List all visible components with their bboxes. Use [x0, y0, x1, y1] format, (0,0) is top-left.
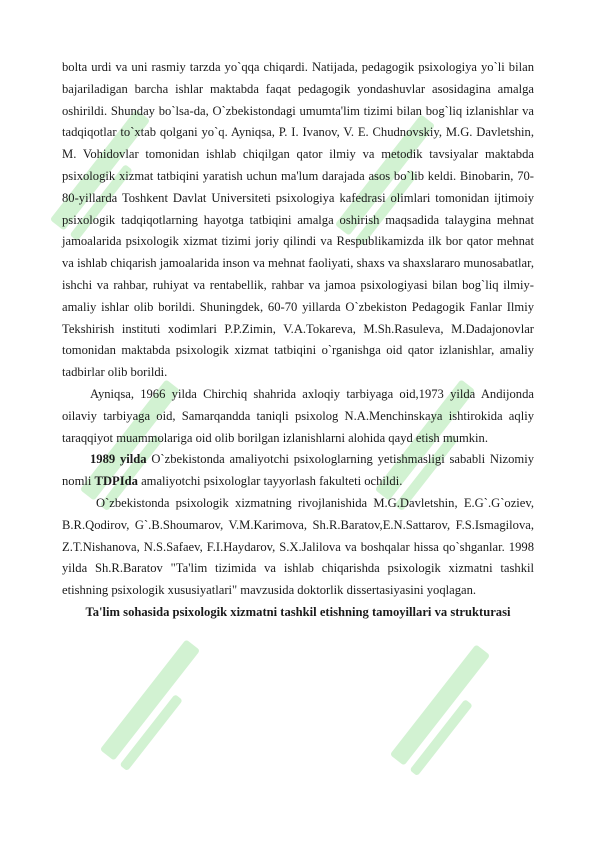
section-heading: Ta'lim sohasida psixologik xizmatni tashkil etishning tamoyillari va strukturasi: [85, 604, 511, 619]
paragraph-3: [62, 449, 534, 493]
paragraph-4: O`zbekistonda psixologik xizmatning rivojlanishida M.G.Davletshin, E.G`.G`oziev, B.R.Qodirov, G`.B.Shoumarov, V.M.Karimova, Sh.R.Baratov,E.N.Sattarov, F.S.Ismagilova, Z.T.Nishanova, N.S.Safaev, F.I.Haydarov, S.X.Jalilova va boshqalar hissa qo`shganlar. 1998 yilda Sh.R.Baratov "Ta'lim tizimida va ishlab chiqarishda psixologik xizmatni tashkil etishning psixologik xususiyatlari" mavzusida doktorlik dissertasiyasini yoqlagan.: [62, 495, 534, 598]
paragraph-3-year: 1989 yilda: [90, 452, 147, 467]
paragraph-1: bolta urdi va uni rasmiy tarzda yo`qqa chiqardi. Natijada, pedagogik psixologiya yo`li bilan bajariladigan barcha ishlar maktabda faqat pedagogik yondashuvlar asosidagina amalga oshirildi. Shunday bo`lsa-da, O`zbekistondagi umumta'lim tizimi bilan bog`liq izlanishlar va tadqiqotlar to`xtab qolgani yo`q. Ayniqsa, P. I. Ivanov, V. E. Chudnovskiy, M.G. Davletshin, M. Vohidovlar tomonidan ishlab chiqilgan qator ilmiy va metodik tavsiyalar maktabda psixologik xizmat tatbiqini yaratish uchun ma'lum darajada asos bo`lib keldi. Binobarin, 70-80-yillarda Toshkent Davlat Universiteti psixologiya kafedrasi olimlari tomonidan ijtimoiy psixologik tadqiqotlarning hayotga tatbiqini amalga oshirish maqsadida talaygina mehnat jamoalarida psixologik xizmat tizimi joriy qilindi va Respublikamizda ilk bor qator mehnat va ishlab chiqarish jamoalarida inson va mehnat faoliyati, shaxs va shaxslararo munosabatlar, ishchi va rahbar, ruhiyat va rentabellik, rahbar va jamoa psixologiyasi bilan bog`liq ilmiy-amaliy ishlar olib borildi. Shuningdek, 60-70 yillarda O`zbekiston Pedagogik Fanlar Ilmiy Tekshirish instituti xodimlari P.P.Zimin, V.A.Tokareva, M.Sh.Rasuleva, M.Dadajonovlar tomonidan maktabda psixologik xizmat tatbiqini o`rganishga oid qator izlanishlar, amaliy tadbirlar olib borildi.: [62, 60, 534, 380]
paragraph-3-text-a: O`zbekistonda amaliyotchi psixologlarning yetishmasligi sababli Nizomiy nomli: [62, 452, 535, 489]
paragraph-3-institution: TDPIda: [94, 474, 138, 489]
paragraph-3-text-b: amaliyotchi psixologlar tayyorlash fakulteti ochildi.: [137, 474, 403, 489]
paragraph-2: Ayniqsa, 1966 yilda Chirchiq shahrida axloqiy tarbiyaga oid,1973 yilda Andijonda oilaviy tarbiyaga oid, Samarqandda taniqli psixolog N.A.Menchinskaya ishtirokida aqliy taraqqiyot muammolariga oid olib borilgan izlanishlarni alohida qayd etish mumkin.: [62, 386, 534, 445]
document-body: [62, 57, 534, 624]
